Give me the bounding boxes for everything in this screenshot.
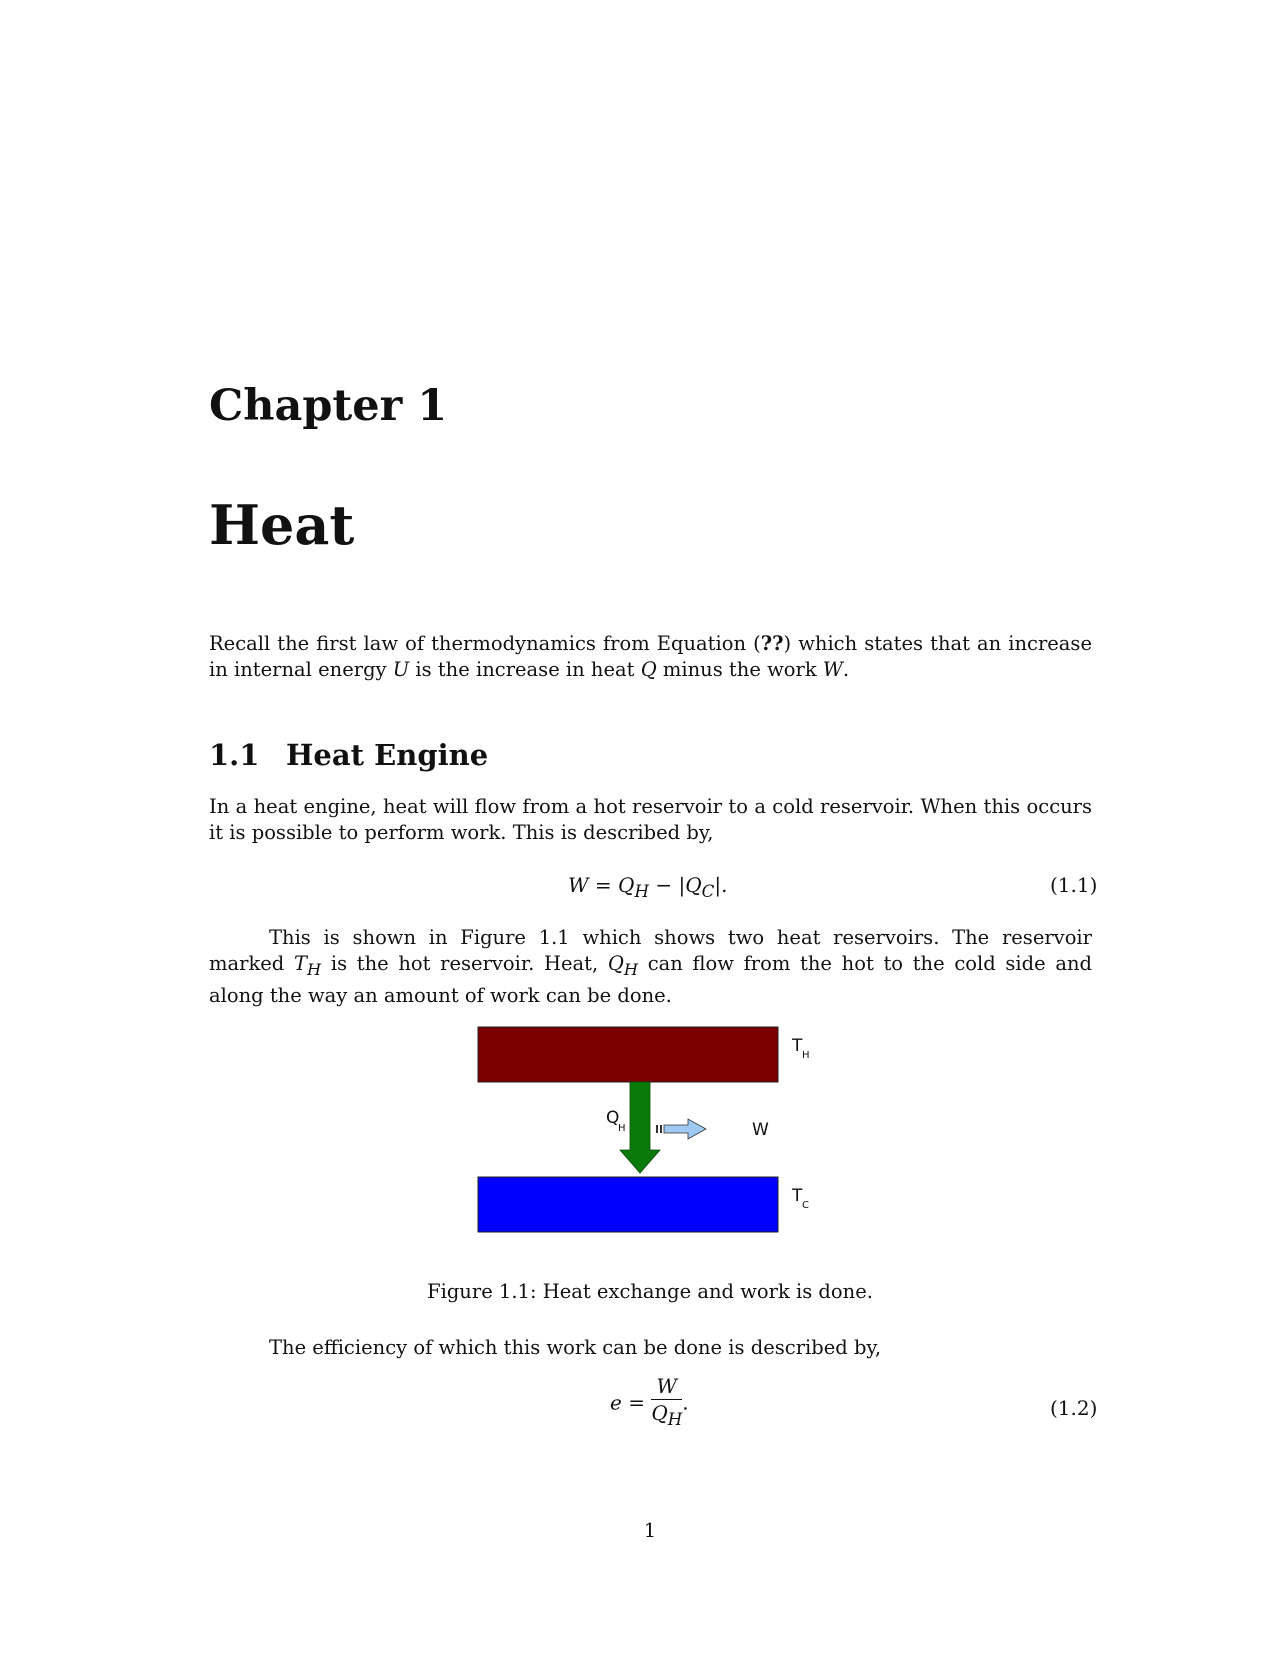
intro-paragraph: Recall the first law of thermodynamics from Equation (??) which states that an increase in internal energy U is the increase in heat Q minus the work W. bbox=[209, 632, 1092, 681]
cold-reservoir bbox=[478, 1177, 778, 1232]
page-number: 1 bbox=[643, 1519, 657, 1542]
heat-flow-arrow bbox=[620, 1082, 660, 1173]
efficiency-paragraph: The efficiency of which this work can be done is described by, bbox=[269, 1336, 882, 1359]
equation-number-1-1: (1.1) bbox=[1050, 873, 1098, 897]
heat-flow-subscript: H bbox=[618, 1123, 626, 1134]
work-label: W bbox=[752, 1120, 769, 1140]
cold-reservoir-label: T bbox=[792, 1186, 803, 1206]
heat-flow-label: Q bbox=[606, 1108, 620, 1128]
equation-1-2: e = $\frac{W}{Q_H}$ . bbox=[610, 1374, 689, 1429]
figure-caption: Figure 1.1: Heat exchange and work is done. bbox=[427, 1280, 873, 1303]
equation-ref[interactable]: ?? bbox=[760, 632, 784, 655]
heat-engine-diagram bbox=[470, 1015, 830, 1235]
chapter-title: Heat bbox=[209, 493, 355, 557]
hot-reservoir-subscript: H bbox=[802, 1050, 810, 1061]
section-title: Heat Engine bbox=[286, 738, 489, 772]
work-arrow bbox=[656, 1119, 706, 1139]
cold-reservoir-subscript: C bbox=[802, 1200, 809, 1211]
equation-1-1: $W = Q_H - |Q_C|$. bbox=[568, 873, 728, 901]
section-number: 1.1 bbox=[209, 738, 260, 772]
figure-description-paragraph: This is shown in Figure 1.1 which shows two heat reservoirs. The reservoir marked $T_H$ is the hot reservoir. Heat, $Q_H$ can flow from the hot to the cold side and along the way an amount of work can be done. bbox=[209, 926, 1092, 1007]
hot-reservoir bbox=[478, 1027, 778, 1082]
chapter-label: Chapter 1 bbox=[209, 381, 448, 431]
heat-engine-paragraph: In a heat engine, heat will flow from a hot reservoir to a cold reservoir. When this occurs it is possible to perform work. This is described by, bbox=[209, 795, 1092, 844]
section-heading bbox=[209, 738, 489, 772]
equation-number-1-2: (1.2) bbox=[1050, 1396, 1098, 1420]
efficiency-fraction: $\frac{W}{Q_H}$ bbox=[651, 1374, 683, 1429]
hot-reservoir-label: T bbox=[792, 1036, 803, 1056]
